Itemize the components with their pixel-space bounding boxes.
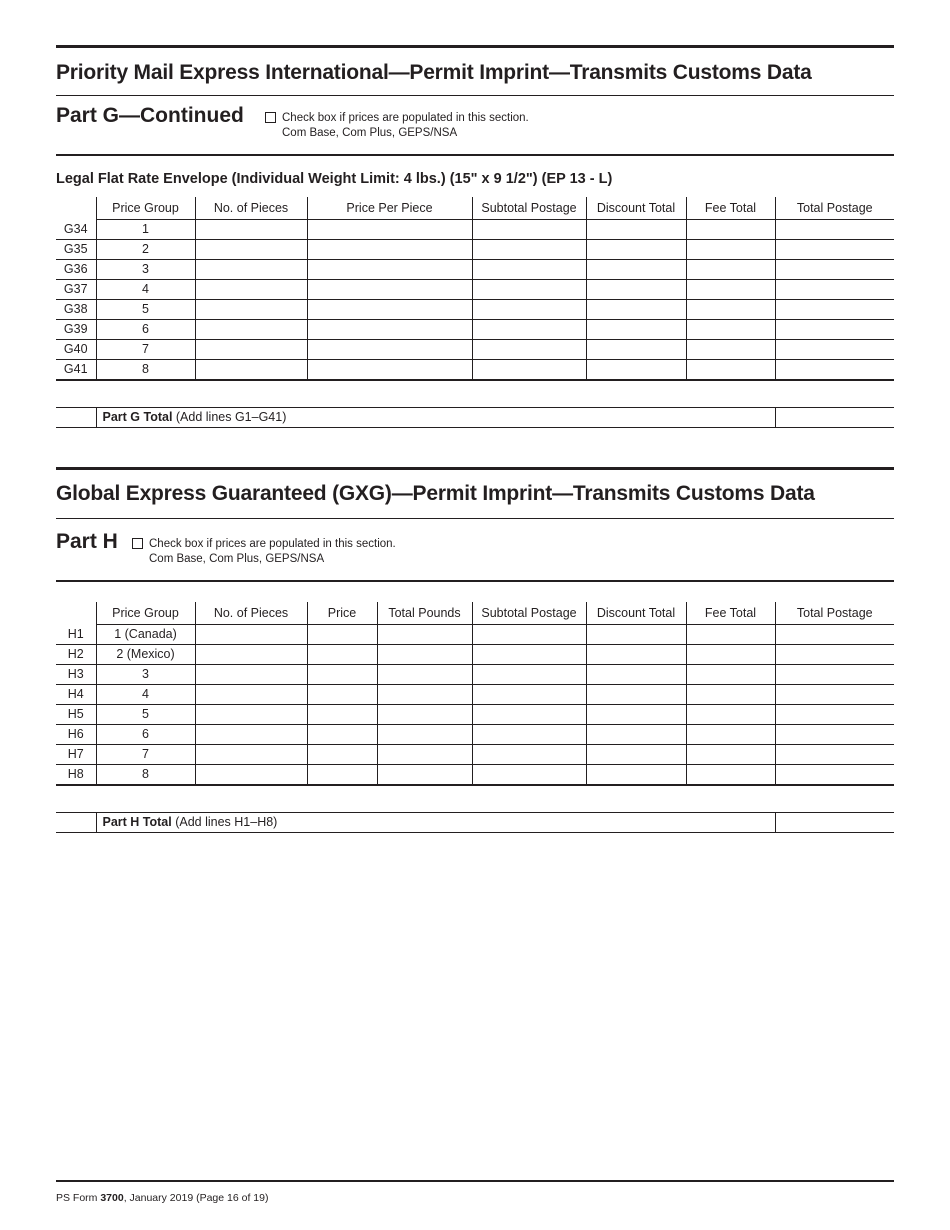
price-group-value: 5 xyxy=(96,300,195,320)
table-row xyxy=(56,705,894,725)
part-h-col-subtotal-postage: Subtotal Postage xyxy=(472,602,586,625)
part-g-total-blank xyxy=(56,408,96,428)
line-number: H6 xyxy=(56,725,96,745)
part-h-header-row xyxy=(56,602,894,625)
entry-cell[interactable] xyxy=(195,320,307,340)
line-number: G34 xyxy=(56,220,96,240)
part-h-prices-checkbox[interactable] xyxy=(132,538,143,549)
line-number: G35 xyxy=(56,240,96,260)
part-h-col-price: Price xyxy=(307,602,377,625)
entry-cell[interactable] xyxy=(307,240,472,260)
part-h-col-total-pounds: Total Pounds xyxy=(377,602,472,625)
price-group-value: 1 (Canada) xyxy=(96,625,195,645)
part-g-table xyxy=(56,197,894,381)
entry-cell[interactable] xyxy=(307,260,472,280)
line-number: H4 xyxy=(56,685,96,705)
entry-cell[interactable] xyxy=(586,340,686,360)
entry-cell[interactable] xyxy=(195,705,307,725)
entry-cell[interactable] xyxy=(307,280,472,300)
line-number: G38 xyxy=(56,300,96,320)
entry-cell[interactable] xyxy=(686,685,775,705)
entry-cell[interactable] xyxy=(307,705,377,725)
entry-cell[interactable] xyxy=(195,645,307,665)
part-h-title-rule xyxy=(56,518,894,519)
part-h-checkbox-subtext: Com Base, Com Plus, GEPS/NSA xyxy=(149,553,325,565)
entry-cell[interactable] xyxy=(686,665,775,685)
entry-cell[interactable] xyxy=(775,665,894,685)
entry-cell[interactable] xyxy=(586,705,686,725)
entry-cell[interactable] xyxy=(307,765,377,786)
part-g-col-total-postage: Total Postage xyxy=(775,197,894,220)
entry-cell[interactable] xyxy=(775,260,894,280)
entry-cell[interactable] xyxy=(195,260,307,280)
part-h-total-label xyxy=(96,813,775,833)
entry-cell[interactable] xyxy=(377,665,472,685)
table-row xyxy=(56,645,894,665)
entry-cell[interactable] xyxy=(307,360,472,381)
line-number: G41 xyxy=(56,360,96,381)
part-h-table xyxy=(56,602,894,786)
part-g-total-value[interactable] xyxy=(775,408,894,428)
part-g-section-title: Priority Mail Express International—Permit Imprint—Transmits Customs Data xyxy=(56,61,812,84)
line-number: H1 xyxy=(56,625,96,645)
part-g-col-discount-total: Discount Total xyxy=(586,197,686,220)
entry-cell[interactable] xyxy=(686,705,775,725)
price-group-value: 4 xyxy=(96,685,195,705)
entry-cell[interactable] xyxy=(377,685,472,705)
part-g-col-subtotal-postage: Subtotal Postage xyxy=(472,197,586,220)
price-group-value: 7 xyxy=(96,340,195,360)
entry-cell[interactable] xyxy=(586,360,686,381)
line-number: G36 xyxy=(56,260,96,280)
part-h-total-blank xyxy=(56,813,96,833)
price-group-value: 2 (Mexico) xyxy=(96,645,195,665)
price-group-value: 4 xyxy=(96,280,195,300)
entry-cell[interactable] xyxy=(775,360,894,381)
entry-cell[interactable] xyxy=(586,240,686,260)
entry-cell[interactable] xyxy=(307,340,472,360)
entry-cell[interactable] xyxy=(686,220,775,240)
footer-suffix: , January 2019 (Page 16 of 19) xyxy=(123,1192,269,1204)
entry-cell[interactable] xyxy=(686,260,775,280)
price-group-value: 8 xyxy=(96,765,195,786)
entry-cell[interactable] xyxy=(686,625,775,645)
entry-cell[interactable] xyxy=(586,300,686,320)
entry-cell[interactable] xyxy=(686,725,775,745)
table-row xyxy=(56,625,894,645)
part-h-header-rule xyxy=(56,580,894,582)
entry-cell[interactable] xyxy=(307,725,377,745)
table-row xyxy=(56,280,894,300)
part-h-col-total-postage: Total Postage xyxy=(775,602,894,625)
table-row xyxy=(56,220,894,240)
part-g-prices-checkbox[interactable] xyxy=(265,112,276,123)
entry-cell[interactable] xyxy=(472,645,586,665)
part-h-total-row xyxy=(56,812,894,833)
top-heavy-rule xyxy=(56,45,894,48)
entry-cell[interactable] xyxy=(307,300,472,320)
part-g-rows xyxy=(56,220,894,381)
entry-cell[interactable] xyxy=(472,625,586,645)
entry-cell[interactable] xyxy=(586,320,686,340)
part-g-col-price-group: Price Group xyxy=(96,197,195,220)
entry-cell[interactable] xyxy=(586,685,686,705)
entry-cell[interactable] xyxy=(377,705,472,725)
part-g-label: Part G—Continued xyxy=(56,104,244,127)
part-h-total-bold: Part H Total xyxy=(102,815,172,829)
table-row xyxy=(56,745,894,765)
entry-cell[interactable] xyxy=(307,220,472,240)
part-h-col-fee-total: Fee Total xyxy=(686,602,775,625)
part-g-header-row xyxy=(56,197,894,220)
table-row xyxy=(56,665,894,685)
part-h-line-header xyxy=(56,602,96,625)
part-h-total-note: (Add lines H1–H8) xyxy=(171,815,278,829)
entry-cell[interactable] xyxy=(775,745,894,765)
part-h-col-pieces: No. of Pieces xyxy=(195,602,307,625)
entry-cell[interactable] xyxy=(586,665,686,685)
table-row xyxy=(56,765,894,786)
entry-cell[interactable] xyxy=(775,705,894,725)
entry-cell[interactable] xyxy=(195,300,307,320)
part-h-col-discount-total: Discount Total xyxy=(586,602,686,625)
part-g-checkbox-subtext: Com Base, Com Plus, GEPS/NSA xyxy=(282,127,458,139)
entry-cell[interactable] xyxy=(472,665,586,685)
entry-cell[interactable] xyxy=(195,665,307,685)
price-group-value: 3 xyxy=(96,665,195,685)
footer-prefix: PS Form xyxy=(56,1192,101,1204)
part-g-header xyxy=(56,104,656,144)
entry-cell[interactable] xyxy=(472,745,586,765)
part-g-total-label xyxy=(96,408,775,428)
entry-cell[interactable] xyxy=(472,705,586,725)
entry-cell[interactable] xyxy=(472,765,586,786)
entry-cell[interactable] xyxy=(195,360,307,381)
entry-cell[interactable] xyxy=(195,280,307,300)
entry-cell[interactable] xyxy=(307,645,377,665)
price-group-value: 6 xyxy=(96,725,195,745)
entry-cell[interactable] xyxy=(377,765,472,786)
line-number: G37 xyxy=(56,280,96,300)
part-g-total-note: (Add lines G1–G41) xyxy=(172,410,287,424)
entry-cell[interactable] xyxy=(307,745,377,765)
entry-cell[interactable] xyxy=(775,725,894,745)
table-row xyxy=(56,240,894,260)
entry-cell[interactable] xyxy=(775,300,894,320)
entry-cell[interactable] xyxy=(586,725,686,745)
price-group-value: 6 xyxy=(96,320,195,340)
line-number: H5 xyxy=(56,705,96,725)
entry-cell[interactable] xyxy=(195,725,307,745)
table-row xyxy=(56,320,894,340)
table-row xyxy=(56,340,894,360)
line-number: G40 xyxy=(56,340,96,360)
footer-rule xyxy=(56,1180,894,1182)
entry-cell[interactable] xyxy=(686,320,775,340)
entry-cell[interactable] xyxy=(472,220,586,240)
part-h-total-value[interactable] xyxy=(775,813,894,833)
entry-cell[interactable] xyxy=(472,725,586,745)
price-group-value: 2 xyxy=(96,240,195,260)
form-footer xyxy=(56,1192,268,1204)
entry-cell[interactable] xyxy=(472,320,586,340)
part-g-col-fee-total: Fee Total xyxy=(686,197,775,220)
part-h-checkbox-text: Check box if prices are populated in this section. xyxy=(149,538,396,550)
line-number: H7 xyxy=(56,745,96,765)
entry-cell[interactable] xyxy=(195,625,307,645)
entry-cell[interactable] xyxy=(775,240,894,260)
table-row xyxy=(56,360,894,381)
entry-cell[interactable] xyxy=(195,220,307,240)
entry-cell[interactable] xyxy=(586,280,686,300)
entry-cell[interactable] xyxy=(686,745,775,765)
form-page xyxy=(56,0,894,1230)
table-row xyxy=(56,725,894,745)
entry-cell[interactable] xyxy=(775,220,894,240)
part-g-total-bold: Part G Total xyxy=(102,410,173,424)
part-g-header-rule xyxy=(56,154,894,156)
part-h-heavy-rule xyxy=(56,467,894,470)
entry-cell[interactable] xyxy=(686,300,775,320)
price-group-value: 3 xyxy=(96,260,195,280)
entry-cell[interactable] xyxy=(686,645,775,665)
part-g-title-rule xyxy=(56,95,894,96)
entry-cell[interactable] xyxy=(377,745,472,765)
price-group-value: 5 xyxy=(96,705,195,725)
table-row xyxy=(56,685,894,705)
entry-cell[interactable] xyxy=(586,220,686,240)
part-h-rows xyxy=(56,625,894,786)
entry-cell[interactable] xyxy=(195,745,307,765)
entry-cell[interactable] xyxy=(307,320,472,340)
entry-cell[interactable] xyxy=(775,320,894,340)
entry-cell[interactable] xyxy=(686,360,775,381)
part-g-table-title: Legal Flat Rate Envelope (Individual Weight Limit: 4 lbs.) (15" x 9 1/2") (EP 13 - L) xyxy=(56,171,613,187)
part-g-line-header xyxy=(56,197,96,220)
part-g-checkbox-text: Check box if prices are populated in this section. xyxy=(282,112,529,124)
table-row xyxy=(56,260,894,280)
line-number: G39 xyxy=(56,320,96,340)
price-group-value: 8 xyxy=(96,360,195,381)
entry-cell[interactable] xyxy=(472,360,586,381)
entry-cell[interactable] xyxy=(377,625,472,645)
entry-cell[interactable] xyxy=(586,625,686,645)
entry-cell[interactable] xyxy=(686,340,775,360)
entry-cell[interactable] xyxy=(195,340,307,360)
part-h-section-title: Global Express Guaranteed (GXG)—Permit Imprint—Transmits Customs Data xyxy=(56,482,815,505)
table-row xyxy=(56,300,894,320)
line-number: H2 xyxy=(56,645,96,665)
part-h-header xyxy=(56,530,556,570)
part-h-label: Part H xyxy=(56,530,118,553)
price-group-value: 1 xyxy=(96,220,195,240)
part-g-col-price-per-piece: Price Per Piece xyxy=(307,197,472,220)
footer-form-number: 3700 xyxy=(100,1192,124,1204)
entry-cell[interactable] xyxy=(775,280,894,300)
entry-cell[interactable] xyxy=(775,625,894,645)
entry-cell[interactable] xyxy=(195,765,307,786)
entry-cell[interactable] xyxy=(472,280,586,300)
entry-cell[interactable] xyxy=(472,260,586,280)
entry-cell[interactable] xyxy=(307,665,377,685)
entry-cell[interactable] xyxy=(472,685,586,705)
line-number: H8 xyxy=(56,765,96,786)
entry-cell[interactable] xyxy=(775,340,894,360)
entry-cell[interactable] xyxy=(775,685,894,705)
entry-cell[interactable] xyxy=(377,725,472,745)
entry-cell[interactable] xyxy=(586,260,686,280)
entry-cell[interactable] xyxy=(195,685,307,705)
entry-cell[interactable] xyxy=(686,280,775,300)
entry-cell[interactable] xyxy=(586,765,686,786)
entry-cell[interactable] xyxy=(775,645,894,665)
price-group-value: 7 xyxy=(96,745,195,765)
part-h-col-price-group: Price Group xyxy=(96,602,195,625)
line-number: H3 xyxy=(56,665,96,685)
entry-cell[interactable] xyxy=(307,625,377,645)
entry-cell[interactable] xyxy=(472,240,586,260)
entry-cell[interactable] xyxy=(775,765,894,786)
entry-cell[interactable] xyxy=(195,240,307,260)
entry-cell[interactable] xyxy=(686,765,775,786)
entry-cell[interactable] xyxy=(307,685,377,705)
entry-cell[interactable] xyxy=(586,745,686,765)
part-g-total-row xyxy=(56,407,894,428)
entry-cell[interactable] xyxy=(586,645,686,665)
entry-cell[interactable] xyxy=(472,340,586,360)
entry-cell[interactable] xyxy=(377,645,472,665)
entry-cell[interactable] xyxy=(686,240,775,260)
entry-cell[interactable] xyxy=(472,300,586,320)
part-g-col-pieces: No. of Pieces xyxy=(195,197,307,220)
